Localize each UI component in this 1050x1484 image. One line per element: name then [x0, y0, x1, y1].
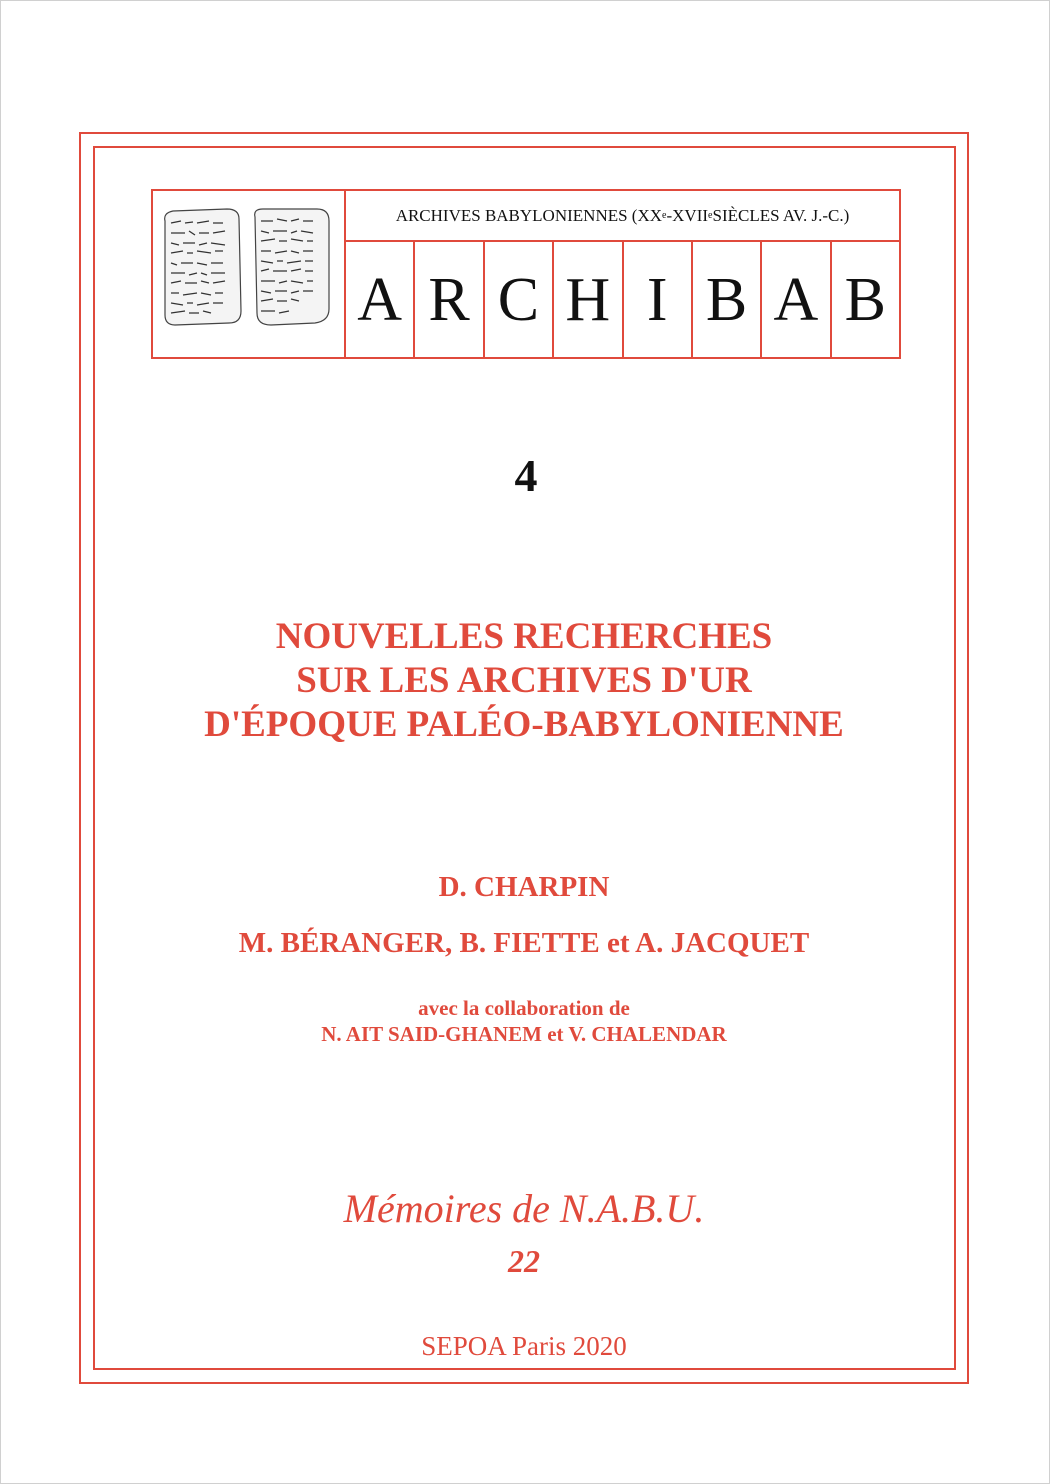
collaboration — [1, 995, 1047, 1047]
main-author: D. CHARPIN — [438, 871, 610, 903]
volume-number: 4 — [514, 450, 538, 501]
letter-cell: R — [415, 242, 484, 357]
collaborators: N. AIT SAID-GHANEM et V. CHALENDAR — [321, 1022, 727, 1046]
collaboration-intro: avec la collaboration de — [418, 996, 630, 1020]
subtitle-sup-1: e — [662, 210, 667, 221]
subtitle-suffix: SIÈCLES AV. J.-C.) — [712, 205, 850, 225]
banner-subtitle — [346, 191, 899, 242]
title-line: D'ÉPOQUE PALÉO-BABYLONIENNE — [204, 704, 844, 745]
title-line: NOUVELLES RECHERCHES — [275, 616, 773, 657]
letter-cell: C — [485, 242, 554, 357]
book-title — [1, 615, 1047, 747]
subtitle-prefix: ARCHIVES BABYLONIENNES (XX — [395, 205, 663, 225]
cuneiform-tablets-icon — [153, 191, 344, 357]
letter-cell: H — [554, 242, 623, 357]
publisher-line: SEPOA Paris 2020 — [421, 1331, 627, 1361]
letter-cell: B — [693, 242, 762, 357]
subtitle-sup-2: e — [708, 210, 713, 221]
co-authors: M. BÉRANGER, B. FIETTE et A. JACQUET — [238, 927, 810, 959]
tablet-image-box — [153, 191, 346, 357]
letter-cell: I — [624, 242, 693, 357]
subtitle-mid: -XVII — [666, 205, 709, 225]
title-line: SUR LES ARCHIVES D'UR — [296, 660, 752, 701]
archibab-banner — [151, 189, 901, 359]
series-number: 22 — [508, 1243, 540, 1279]
letter-cell: A — [762, 242, 831, 357]
archibab-letters — [346, 242, 899, 357]
letter-cell: B — [844, 265, 886, 334]
series-title: Mémoires de N.A.B.U. — [343, 1186, 705, 1231]
letter-cell: A — [346, 242, 415, 357]
